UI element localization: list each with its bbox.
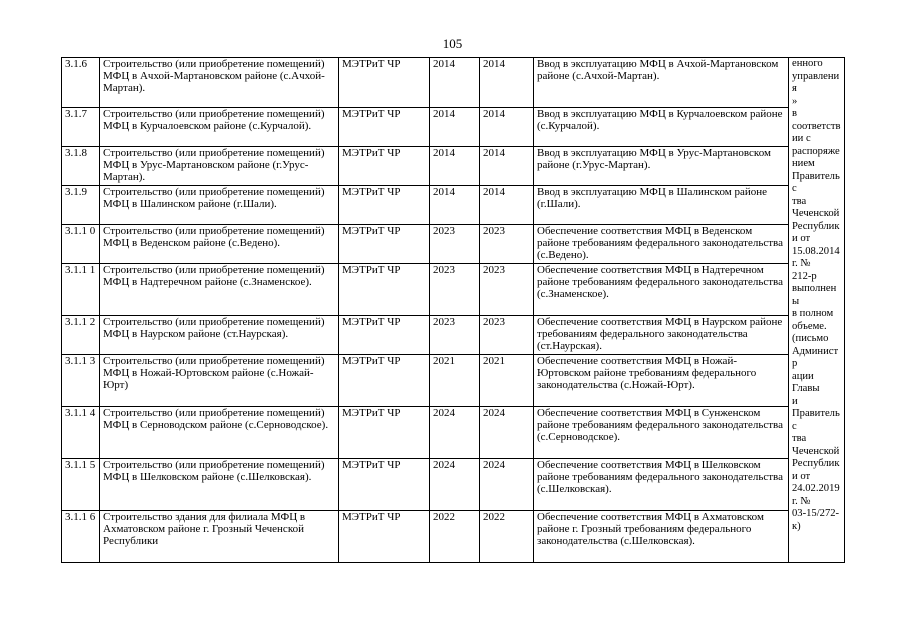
- responsible-org: МЭТРиТ ЧР: [339, 511, 430, 563]
- expected-result: Ввод в эксплуатацию МФЦ в Шалинском районе (г.Шали).: [534, 186, 789, 225]
- start-year: 2024: [430, 459, 480, 511]
- start-year: 2014: [430, 186, 480, 225]
- expected-result: Обеспечение соответствия МФЦ в Наурском районе требованиям федерального законодательства (ст.Наурская).: [534, 316, 789, 355]
- table-row: [62, 355, 845, 407]
- note-line: распоряже: [792, 145, 840, 157]
- note-line: Администр: [792, 345, 839, 369]
- note-line: 03-15/272-: [792, 508, 840, 519]
- start-year: 2021: [430, 355, 480, 407]
- end-year: 2014: [480, 186, 534, 225]
- item-number: 3.1.1 1: [62, 264, 100, 316]
- end-year: 2024: [480, 459, 534, 511]
- expected-result: Обеспечение соответствия МФЦ в Шелковском районе требованиям федерального законодательства (с.Шелковская).: [534, 459, 789, 511]
- end-year: 2014: [480, 58, 534, 108]
- table-row: [62, 459, 845, 511]
- responsible-org: МЭТРиТ ЧР: [339, 407, 430, 459]
- table-row: [62, 316, 845, 355]
- responsible-org: МЭТРиТ ЧР: [339, 58, 430, 108]
- expected-result: Ввод в эксплуатацию МФЦ в Урус-Мартановском районе (г.Урус-Мартан).: [534, 147, 789, 186]
- item-number: 3.1.1 6: [62, 511, 100, 563]
- start-year: 2023: [430, 264, 480, 316]
- end-year: 2023: [480, 225, 534, 264]
- end-year: 2023: [480, 316, 534, 355]
- table-row: [62, 264, 845, 316]
- note-line: 15.08.2014: [792, 245, 840, 257]
- table-body: [62, 58, 845, 563]
- item-number: 3.1.1 0: [62, 225, 100, 264]
- measure-name: Строительство (или приобретение помещений) МФЦ в Серноводском районе (с.Серноводское).: [100, 407, 339, 459]
- expected-result: Ввод в эксплуатацию МФЦ в Ачхой-Мартановском районе (с.Ачхой-Мартан).: [534, 58, 789, 108]
- start-year: 2023: [430, 225, 480, 264]
- item-number: 3.1.1 3: [62, 355, 100, 407]
- note-line: и от: [792, 233, 811, 244]
- note-line: тва: [792, 195, 807, 207]
- note-line: Чеченской: [792, 208, 840, 219]
- start-year: 2023: [430, 316, 480, 355]
- responsible-org: МЭТРиТ ЧР: [339, 108, 430, 147]
- responsible-org: МЭТРиТ ЧР: [339, 459, 430, 511]
- note-line: 212-р: [792, 270, 817, 282]
- responsible-org: МЭТРиТ ЧР: [339, 264, 430, 316]
- note-line: 24.02.2019: [792, 483, 840, 494]
- measures-table: [61, 57, 845, 563]
- end-year: 2014: [480, 108, 534, 147]
- measure-name: Строительство (или приобретение помещений) МФЦ в Ножай-Юртовском районе (с.Ножай-Юрт): [100, 355, 339, 407]
- measure-name: Строительство (или приобретение помещений) МФЦ в Ачхой-Мартановском районе (с.Ачхой-Мартан).: [100, 58, 339, 108]
- note-line: к): [792, 520, 801, 532]
- note-line: и от: [792, 470, 811, 482]
- table-row: [62, 147, 845, 186]
- end-year: 2022: [480, 511, 534, 563]
- item-number: 3.1.7: [62, 108, 100, 147]
- responsible-org: МЭТРиТ ЧР: [339, 147, 430, 186]
- end-year: 2024: [480, 407, 534, 459]
- note-line: тва: [792, 433, 807, 444]
- note-line: г. №: [792, 495, 811, 507]
- item-number: 3.1.1 4: [62, 407, 100, 459]
- responsible-org: МЭТРиТ ЧР: [339, 316, 430, 355]
- note-line: Правительс: [792, 170, 840, 194]
- start-year: 2014: [430, 147, 480, 186]
- expected-result: Обеспечение соответствия МФЦ в Веденском районе требованиям федерального законодательства (с.Ведено).: [534, 225, 789, 264]
- expected-result: Ввод в эксплуатацию МФЦ в Курчалоевском районе (с.Курчалой).: [534, 108, 789, 147]
- note-line: управления: [792, 70, 840, 94]
- item-number: 3.1.8: [62, 147, 100, 186]
- note-line: объеме.: [792, 320, 827, 332]
- note-line: в: [792, 108, 798, 119]
- measure-name: Строительство здания для филиала МФЦ в Ахматовском районе г. Грозный Чеченской Республики: [100, 511, 339, 563]
- item-number: 3.1.6: [62, 58, 100, 108]
- expected-result: Обеспечение соответствия МФЦ в Сунженском районе требованиям федерального законодательства (с.Серноводское).: [534, 407, 789, 459]
- expected-result: Обеспечение соответствия МФЦ в Ножай-Юртовском районе требованиям федерального законодательства (с.Ножай-Юрт).: [534, 355, 789, 407]
- note-line: ации Главы: [792, 370, 820, 394]
- note-line: (письмо: [792, 333, 829, 344]
- end-year: 2014: [480, 147, 534, 186]
- expected-result: Обеспечение соответствия МФЦ в Ахматовском районе г. Грозный требованиям федерального законодательства (с.Шелковская).: [534, 511, 789, 563]
- item-number: 3.1.1 2: [62, 316, 100, 355]
- page-number: 105: [442, 36, 463, 51]
- note-line: »: [792, 95, 798, 107]
- note-line: Республик: [792, 458, 840, 469]
- note-line: Правительс: [792, 408, 840, 432]
- item-number: 3.1.9: [62, 186, 100, 225]
- table-row: [62, 511, 845, 563]
- note-line: соответств: [792, 120, 841, 132]
- table-row: [62, 225, 845, 264]
- table-row: [62, 186, 845, 225]
- start-year: 2024: [430, 407, 480, 459]
- measure-name: Строительство (или приобретение помещений) МФЦ в Шелковском районе (с.Шелковская).: [100, 459, 339, 511]
- table-row: [62, 407, 845, 459]
- end-year: 2023: [480, 264, 534, 316]
- note-line: ии с: [792, 133, 811, 144]
- note-line: енного: [792, 58, 823, 69]
- end-year: 2021: [480, 355, 534, 407]
- expected-result: Обеспечение соответствия МФЦ в Надтеречном районе требованиям федерального законодательства (с.Знаменское).: [534, 264, 789, 316]
- table-row: [62, 58, 845, 108]
- note-line: г. №: [792, 258, 811, 269]
- measure-name: Строительство (или приобретение помещений) МФЦ в Надтеречном районе (с.Знаменское).: [100, 264, 339, 316]
- item-number: 3.1.1 5: [62, 459, 100, 511]
- note-line: Республик: [792, 220, 840, 232]
- measure-name: Строительство (или приобретение помещений) МФЦ в Шалинском районе (г.Шали).: [100, 186, 339, 225]
- start-year: 2022: [430, 511, 480, 563]
- note-line: и: [792, 395, 798, 407]
- table-row: [62, 108, 845, 147]
- note-line: в полном: [792, 308, 834, 319]
- note-line: нием: [792, 158, 815, 169]
- measure-name: Строительство (или приобретение помещений) МФЦ в Курчалоевском районе (с.Курчалой).: [100, 108, 339, 147]
- responsible-org: МЭТРиТ ЧР: [339, 355, 430, 407]
- responsible-org: МЭТРиТ ЧР: [339, 186, 430, 225]
- measure-name: Строительство (или приобретение помещений) МФЦ в Урус-Мартановском районе (г.Урус-Мартан).: [100, 147, 339, 186]
- note-line: Чеченской: [792, 445, 840, 457]
- measure-name: Строительство (или приобретение помещений) МФЦ в Веденском районе (с.Ведено).: [100, 225, 339, 264]
- note-line: выполнены: [792, 283, 837, 307]
- measure-name: Строительство (или приобретение помещений) МФЦ в Наурском районе (ст.Наурская).: [100, 316, 339, 355]
- implementation-note: [789, 58, 845, 563]
- start-year: 2014: [430, 58, 480, 108]
- responsible-org: МЭТРиТ ЧР: [339, 225, 430, 264]
- start-year: 2014: [430, 108, 480, 147]
